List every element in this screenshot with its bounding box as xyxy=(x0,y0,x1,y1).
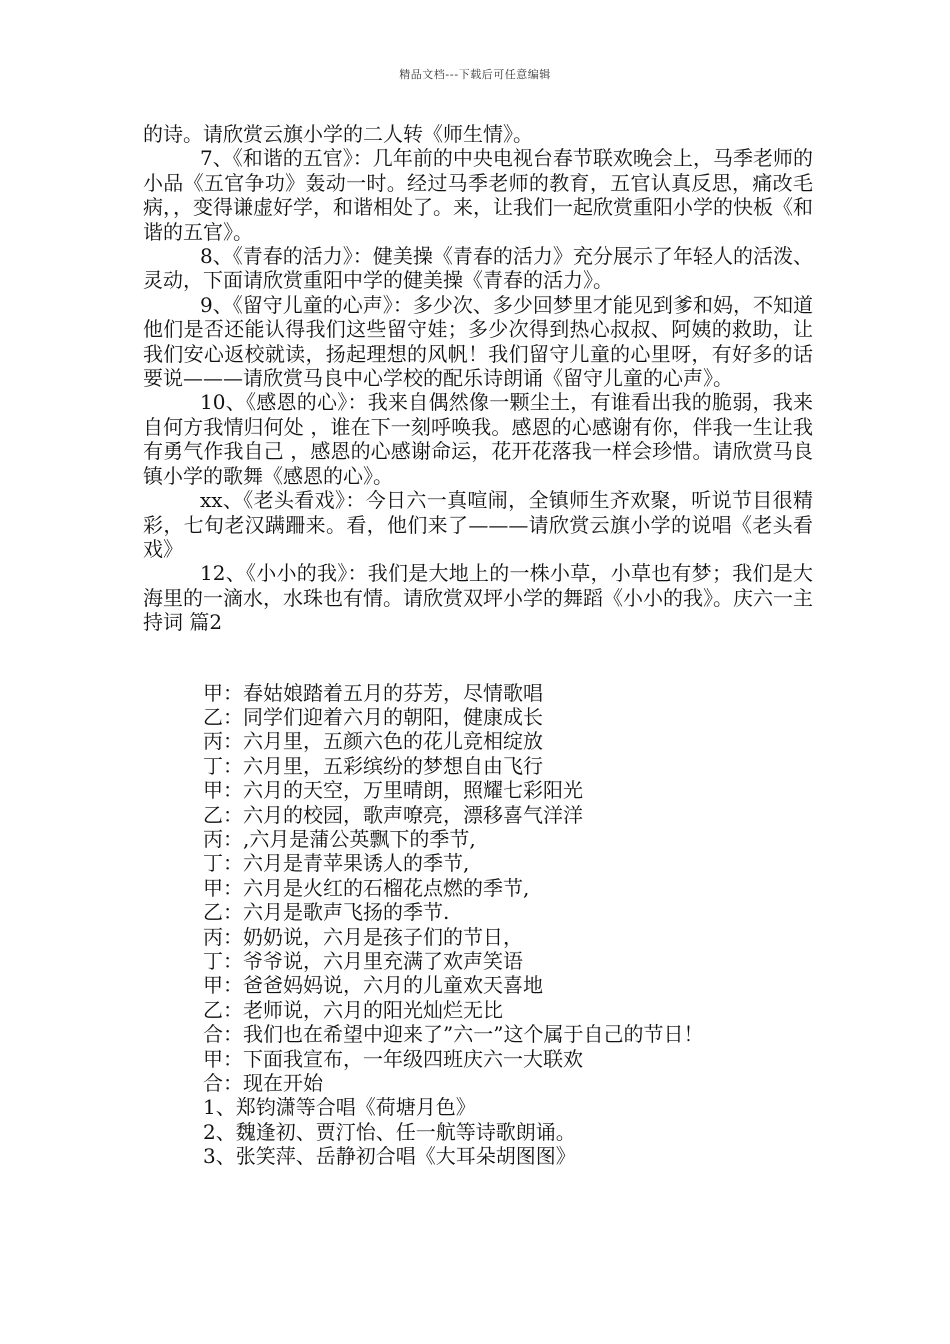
dialogue-line: 甲：下面我宣布，一年级四班庆六一大联欢 xyxy=(203,1046,583,1071)
dialogue-line: 乙：六月的校园，歌声嘹亮，漂移喜气洋洋 xyxy=(203,802,583,827)
dialogue-line: 乙：老师说，六月的阳光灿烂无比 xyxy=(203,997,503,1022)
dialogue-line: 丙：,六月是蒲公英飘下的季节, xyxy=(203,826,476,851)
paragraph: 的诗。请欣赏云旗小学的二人转《师生情》。 xyxy=(143,122,533,146)
paragraph: 10、《感恩的心》：我来自偶然像一颗尘土，有谁看出我的脆弱，我来自何方我情归何处 ，谁在下一刻呼唤我。感恩的心感谢有你，伴我一生让我有勇气作我自己 ，感恩的心感谢命运，花开花落我一样会珍惜。请欣赏马良镇小学的歌舞《感恩的心》。 xyxy=(143,390,813,488)
dialogue-line: 乙：同学们迎着六月的朝阳，健康成长 xyxy=(203,704,543,729)
dialogue-line: 丁：六月是青苹果诱人的季节, xyxy=(203,851,470,876)
dialogue-line: 丙：六月里，五颜六色的花儿竞相绽放 xyxy=(203,729,543,754)
paragraph: xx、《老头看戏》：今日六一真喧闹，全镇师生齐欢聚，听说节目很精彩，七旬老汉蹒跚来。看，他们来了———请欣赏云旗小学的说唱《老头看戏》 xyxy=(143,488,813,561)
document-body xyxy=(143,122,813,1169)
program-item: 2、魏逢初、贾汀怡、任一航等诗歌朗诵。 xyxy=(203,1119,576,1144)
dialogue-line: 合：现在开始 xyxy=(203,1071,323,1096)
dialogue-line: 甲：春姑娘踏着五月的芬芳，尽情歌唱 xyxy=(203,680,543,705)
paragraph: 12、《小小的我》：我们是大地上的一株小草，小草也有梦；我们是大海里的一滴水，水珠也有情。请欣赏双坪小学的舞蹈《小小的我》。庆六一主持词 篇2 xyxy=(143,561,813,635)
dialogue-lines xyxy=(143,681,813,1169)
program-item: 3、张笑萍、岳静初合唱《大耳朵胡图图》 xyxy=(203,1144,576,1169)
paragraph: 7、《和谐的五官》：几年前的中央电视台春节联欢晚会上，马季老师的小品《五官争功》轰动一时。经过马季老师的教育，五官认真反思，痛改毛病，，变得谦虚好学，和谐相处了。来，让我们一起欣赏重阳小学的快板《和谐的五官》。 xyxy=(143,146,813,244)
paragraph: 8、《青春的活力》：健美操《青春的活力》充分展示了年轻人的活泼、灵动，下面请欣赏重阳中学的健美操《青春的活力》。 xyxy=(143,244,813,293)
program-paragraphs xyxy=(143,122,813,635)
dialogue-line: 甲：六月是火红的石榴花点燃的季节, xyxy=(203,875,530,900)
dialogue-line: 丙：奶奶说，六月是孩子们的节日， xyxy=(203,924,523,949)
dialogue-line: 合：我们也在希望中迎来了”六一”这个属于自己的节日！ xyxy=(203,1022,704,1047)
dialogue-line: 甲：爸爸妈妈说，六月的儿童欢天喜地 xyxy=(203,973,543,998)
dialogue-line: 丁：爷爷说，六月里充满了欢声笑语 xyxy=(203,949,523,973)
dialogue-line: 乙：六月是歌声飞扬的季节. xyxy=(203,900,450,925)
spacer xyxy=(143,635,813,681)
program-item: 1、郑钧潇等合唱《荷塘月色》 xyxy=(203,1095,476,1120)
page-header: 精品文档---下载后可任意编辑 xyxy=(399,68,551,81)
dialogue-line: 丁：六月里，五彩缤纷的梦想自由飞行 xyxy=(203,753,543,778)
dialogue-line: 甲：六月的天空，万里晴朗，照耀七彩阳光 xyxy=(203,778,583,803)
paragraph: 9、《留守儿童的心声》：多少次、多少回梦里才能见到爹和妈，不知道他们是否还能认得我们这些留守娃；多少次得到热心叔叔、阿姨的救助，让我们安心返校就读，扬起理想的风帆！我们留守儿童的心里呀，有好多的话要说———请欣赏马良中心学校的配乐诗朗诵《留守儿童的心声》。 xyxy=(143,292,813,391)
